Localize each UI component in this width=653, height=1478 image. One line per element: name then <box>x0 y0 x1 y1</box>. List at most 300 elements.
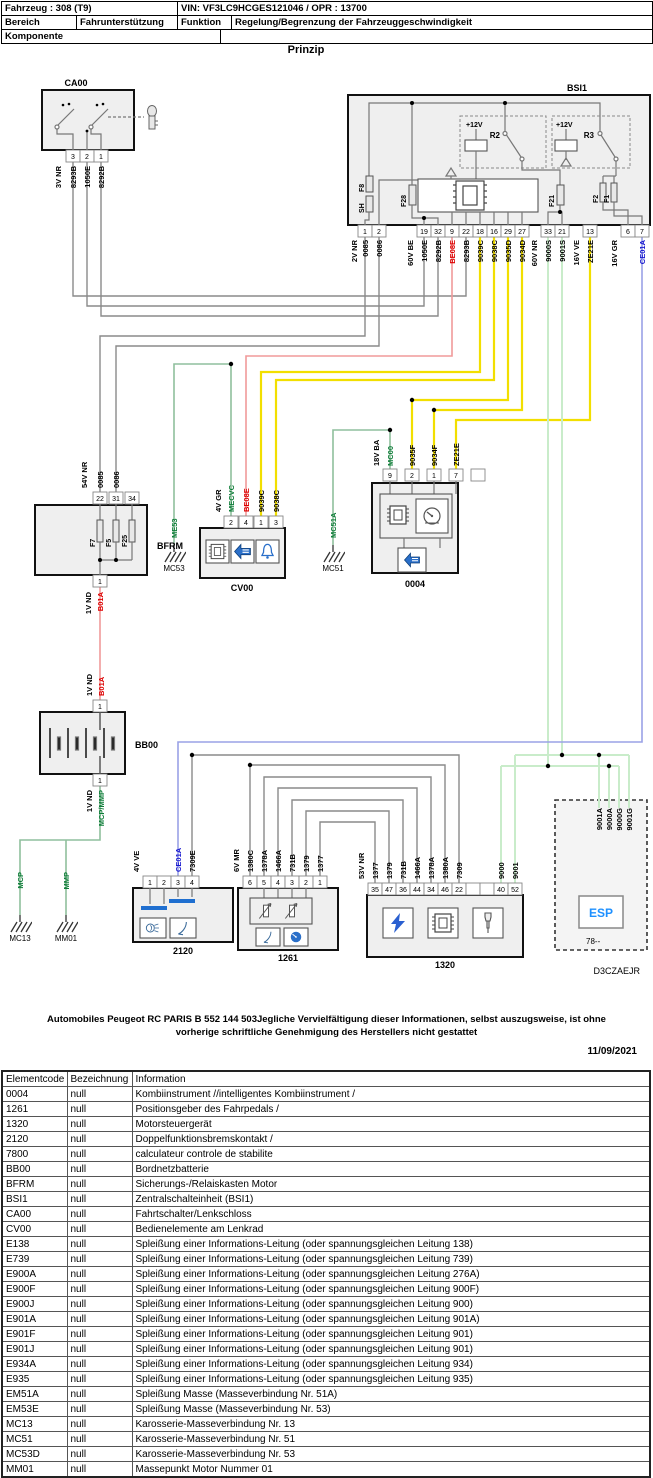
information-cell: Sicherungs-/Relaiskasten Motor <box>132 1177 650 1192</box>
diagram-ref: D3CZAEJR <box>593 966 640 976</box>
label-1378a: 1378A <box>260 849 269 872</box>
pin-number: 3 <box>274 520 278 527</box>
junction-dot <box>114 558 118 562</box>
elementcode-cell: E901J <box>2 1342 67 1357</box>
pin-number: 4 <box>276 880 280 887</box>
label-be08e: BE08E <box>448 240 457 264</box>
label-9035d: 9035D <box>504 240 513 263</box>
pin-box <box>466 883 480 895</box>
label-ce01a: CE01A <box>638 240 647 265</box>
table-row <box>2 1147 650 1162</box>
information-cell: Spleißung Masse (Masseverbindung Nr. 51A) <box>132 1387 650 1402</box>
pin-number: 31 <box>112 496 120 503</box>
label-mmp: MMP <box>62 872 71 890</box>
splice-dot-e739 <box>190 753 194 757</box>
label-f8: F8 <box>359 183 366 192</box>
elementcode-cell: 2120 <box>2 1132 67 1147</box>
pin-number: 3 <box>176 880 180 887</box>
label-9039c: 9039C <box>476 240 485 263</box>
label-9001g: 9001G <box>625 808 634 831</box>
information-cell: Spleißung Masse (Masseverbindung Nr. 53) <box>132 1402 650 1417</box>
pin-number: 1 <box>98 704 102 711</box>
pin-number: 2 <box>229 520 233 527</box>
label-8292b: 8292B <box>434 240 443 263</box>
information-cell: Doppelfunktionsbremskontakt / <box>132 1132 650 1147</box>
label-1v-nd: 1V ND <box>85 790 94 813</box>
table-row <box>2 1252 650 1267</box>
label-9000s: 9000S <box>544 240 553 262</box>
label-1377: 1377 <box>371 862 380 879</box>
pin-number: 34 <box>427 887 435 894</box>
elementcode-cell: CV00 <box>2 1222 67 1237</box>
elementcode-cell: MC51 <box>2 1432 67 1447</box>
label-mc13: MC13 <box>9 934 31 943</box>
pin-number: 1 <box>259 520 263 527</box>
table-row <box>2 1402 650 1417</box>
pin-number: 16 <box>490 229 498 236</box>
elementcode-cell: E739 <box>2 1252 67 1267</box>
pin-number: 34 <box>128 496 136 503</box>
component-label-2120: 2120 <box>172 946 194 956</box>
pin-number: 1 <box>432 473 436 480</box>
label-8292b: 8292B <box>97 166 106 189</box>
vehicle-label: Fahrzeug : 308 (T9) <box>2 2 178 15</box>
bezeichnung-cell: null <box>67 1192 132 1207</box>
table-row <box>2 1267 650 1282</box>
bezeichnung-cell: null <box>67 1312 132 1327</box>
wire-9039c <box>261 237 480 516</box>
table-row <box>2 1177 650 1192</box>
component-label-0004: 0004 <box>404 579 426 589</box>
pin-number: 7 <box>454 473 458 480</box>
ca00-box <box>42 90 134 150</box>
table-row <box>2 1342 650 1357</box>
component-label-ca00: CA00 <box>64 78 88 88</box>
label-4v-gr: 4V GR <box>214 489 223 512</box>
table-row <box>2 1312 650 1327</box>
pin-number: 19 <box>420 229 428 236</box>
bezeichnung-cell: null <box>67 1237 132 1252</box>
label-1378a: 1378A <box>427 856 436 879</box>
table-row <box>2 1117 650 1132</box>
label-0086: 0086 <box>375 240 384 257</box>
wire-me53-mecvc <box>174 364 231 545</box>
label-mcp: MCP <box>16 872 25 889</box>
label--12v: +12V <box>556 122 573 129</box>
table-row <box>2 1207 650 1222</box>
label-18v-ba: 18V BA <box>372 439 381 466</box>
bezeichnung-cell: null <box>67 1087 132 1102</box>
cv00-internals <box>206 540 279 563</box>
label-mc00: MC00 <box>386 445 395 466</box>
label-0085: 0085 <box>96 471 105 488</box>
table-row <box>2 1417 650 1432</box>
information-cell: Spleißung einer Informations-Leitung (oder spannungsgleichen Leitung 901A) <box>132 1312 650 1327</box>
pin-number: 1 <box>363 229 367 236</box>
label-sh: SH <box>359 203 366 213</box>
information-cell: Spleißung einer Informations-Leitung (oder spannungsgleichen Leitung 138) <box>132 1237 650 1252</box>
wire-0086 <box>116 237 379 492</box>
label--12v: +12V <box>466 122 483 129</box>
table-row <box>2 1192 650 1207</box>
gauge-icon <box>424 508 440 524</box>
elementcode-cell: MM01 <box>2 1462 67 1478</box>
table-row <box>2 1222 650 1237</box>
chip-icon <box>209 544 226 558</box>
elementcode-cell: E138 <box>2 1237 67 1252</box>
col-header-elementcode: Elementcode <box>2 1071 67 1087</box>
information-cell: Spleißung einer Informations-Leitung (oder spannungsgleichen Leitung 900) <box>132 1297 650 1312</box>
label-f25: F25 <box>122 534 129 547</box>
bezeichnung-cell: null <box>67 1372 132 1387</box>
component-label-cv00: CV00 <box>230 583 254 593</box>
table-row <box>2 1387 650 1402</box>
bezeichnung-cell: null <box>67 1282 132 1297</box>
pin-number: 6 <box>626 229 630 236</box>
component-label-1261: 1261 <box>277 953 299 963</box>
component-label-7800: 78-- <box>586 937 601 946</box>
elementcode-cell: E900A <box>2 1267 67 1282</box>
label-2v-nr: 2V NR <box>350 240 359 263</box>
key-icon <box>148 106 159 130</box>
bezeichnung-cell: null <box>67 1387 132 1402</box>
information-cell: Bedienelemente am Lenkrad <box>132 1222 650 1237</box>
pin-number: 1 <box>98 579 102 586</box>
bezeichnung-cell: null <box>67 1222 132 1237</box>
pin-number: 1 <box>98 778 102 785</box>
label-9000a: 9000A <box>605 808 614 831</box>
label-mecvc: MECVC <box>227 484 236 512</box>
label-16v-gr: 16V GR <box>610 240 619 267</box>
label-mc51: MC51 <box>322 564 344 573</box>
label-9035f: 9035F <box>408 444 417 466</box>
bezeichnung-cell: null <box>67 1267 132 1282</box>
ground-icon-mm01 <box>57 915 78 932</box>
elementcode-cell: EM53E <box>2 1402 67 1417</box>
elementcode-cell: BFRM <box>2 1177 67 1192</box>
pin-number: 29 <box>504 229 512 236</box>
bezeichnung-cell: null <box>67 1462 132 1478</box>
label-me53: ME53 <box>170 518 179 538</box>
label-1380c: 1380C <box>246 849 255 872</box>
information-cell: Spleißung einer Informations-Leitung (oder spannungsgleichen Leitung 276A) <box>132 1267 650 1282</box>
label-f2: F2 <box>593 194 600 203</box>
label-f28: F28 <box>401 194 408 207</box>
label-1050e: 1050E <box>83 166 92 188</box>
label-9039c: 9039C <box>257 489 266 512</box>
information-cell: Spleißung einer Informations-Leitung (oder spannungsgleichen Leitung 934) <box>132 1357 650 1372</box>
elementcode-cell: CA00 <box>2 1207 67 1222</box>
label-9038c: 9038C <box>490 240 499 263</box>
bezeichnung-cell: null <box>67 1447 132 1462</box>
label-ce01a: CE01A <box>174 847 183 872</box>
information-cell: Spleißung einer Informations-Leitung (oder spannungsgleichen Leitung 739) <box>132 1252 650 1267</box>
pin-number: 36 <box>399 887 407 894</box>
pin-number: 3 <box>290 880 294 887</box>
pin-number: 22 <box>455 887 463 894</box>
elementcode-cell: EM51A <box>2 1387 67 1402</box>
col-header-information: Information <box>132 1071 650 1087</box>
pin-number: 2 <box>85 154 89 161</box>
label-8293b: 8293B <box>69 166 78 189</box>
pin-number: 52 <box>511 887 519 894</box>
bereich-label: Bereich <box>2 16 77 29</box>
col-header-bezeichnung: Bezeichnung <box>67 1071 132 1087</box>
vin-value: VIN: VF3LC9HCGES121046 / OPR : 13700 <box>181 3 367 14</box>
table-row <box>2 1357 650 1372</box>
table-row <box>2 1297 650 1312</box>
elementcode-cell: E900F <box>2 1282 67 1297</box>
bezeichnung-cell: null <box>67 1327 132 1342</box>
pin-number: 4 <box>244 520 248 527</box>
elementcode-cell: MC13 <box>2 1417 67 1432</box>
label-53v-nr: 53V NR <box>357 852 366 879</box>
pin-number: 44 <box>413 887 421 894</box>
bezeichnung-cell: null <box>67 1342 132 1357</box>
elementcode-cell: MC53D <box>2 1447 67 1462</box>
splice-dot-e934a <box>432 408 436 412</box>
switch-contact-bar <box>141 906 167 910</box>
label-1377: 1377 <box>316 855 325 872</box>
pin-number: 32 <box>434 229 442 236</box>
bezeichnung-cell: null <box>67 1132 132 1147</box>
label-7309: 7309 <box>455 862 464 879</box>
information-cell: Spleißung einer Informations-Leitung (oder spannungsgleichen Leitung 935) <box>132 1372 650 1387</box>
information-cell: Massepunkt Motor Nummer 01 <box>132 1462 650 1478</box>
elementcode-cell: 0004 <box>2 1087 67 1102</box>
junction-dot <box>98 558 102 562</box>
pin-number: 5 <box>262 880 266 887</box>
label-731b: 731B <box>288 854 297 872</box>
label-0086: 0086 <box>112 471 121 488</box>
label-f1: F1 <box>604 194 611 203</box>
chip-icon <box>432 914 454 932</box>
component-label-1320: 1320 <box>434 960 456 970</box>
pin-number: 47 <box>385 887 393 894</box>
label-ze21e: ZE21E <box>452 443 461 466</box>
junction-dot <box>503 101 507 105</box>
label-1v-nd: 1V ND <box>85 673 94 696</box>
pin-number: 35 <box>371 887 379 894</box>
elementcode-cell: 1261 <box>2 1102 67 1117</box>
copyright-line1: Automobiles Peugeot RC PARIS B 552 144 503Jegliche Vervielfältigung dieser Informationen, selbst auszugsweise, ist ohne <box>47 1014 606 1025</box>
wire-1466a <box>278 788 417 883</box>
wire-1377 <box>320 822 375 883</box>
splice-dot-e900a <box>607 764 611 768</box>
splice-dot-e900 <box>546 764 550 768</box>
splice-dot-e935 <box>410 398 414 402</box>
elementcode-cell: E935 <box>2 1372 67 1387</box>
label-9034d: 9034D <box>518 240 527 263</box>
label-16v-ve: 16V VE <box>572 240 581 266</box>
label-f5: F5 <box>106 538 113 547</box>
information-cell: Zentralschalteinheit (BSI1) <box>132 1192 650 1207</box>
pin-number: 1 <box>318 880 322 887</box>
c1320-internals <box>383 908 503 938</box>
element-table <box>1 1070 651 1478</box>
label-4v-ve: 4V VE <box>132 850 141 872</box>
label-9000: 9000 <box>497 862 506 879</box>
bezeichnung-cell: null <box>67 1177 132 1192</box>
table-row <box>2 1327 650 1342</box>
bezeichnung-cell: null <box>67 1102 132 1117</box>
pin-number: 3 <box>71 154 75 161</box>
label-9034f: 9034F <box>430 444 439 466</box>
pin-number: 9 <box>450 229 454 236</box>
elementcode-cell: BB00 <box>2 1162 67 1177</box>
pin-number: 21 <box>558 229 566 236</box>
label-7309e: 7309E <box>188 850 197 872</box>
table-row <box>2 1432 650 1447</box>
elementcode-cell: 1320 <box>2 1117 67 1132</box>
komponente-label: Komponente <box>2 30 221 43</box>
funktion-label: Funktion <box>178 16 232 29</box>
pin-number: 13 <box>586 229 594 236</box>
label-3v-nr: 3V NR <box>54 166 63 189</box>
pin-number: 18 <box>476 229 484 236</box>
information-cell: Kombiinstrument //intelligentes Kombiinstrument / <box>132 1087 650 1102</box>
splice-dot-em51a <box>388 428 392 432</box>
elementcode-cell: E934A <box>2 1357 67 1372</box>
copyright-line2: vorherige schriftliche Genehmigung des Herstellers nicht gestattet <box>175 1027 478 1038</box>
elementcode-cell: BSI1 <box>2 1192 67 1207</box>
pin-box <box>471 469 485 481</box>
label-731b: 731B <box>399 861 408 879</box>
label-mcp-mmp: MCP/MMP <box>97 790 106 827</box>
label-9001s: 9001S <box>558 240 567 262</box>
label-1466a: 1466A <box>413 856 422 879</box>
junction-dot <box>410 101 414 105</box>
information-cell: Spleißung einer Informations-Leitung (oder spannungsgleichen Leitung 900F) <box>132 1282 650 1297</box>
label-r2: R2 <box>489 131 500 140</box>
component-label-bfrm: BFRM <box>157 541 183 551</box>
table-row <box>2 1372 650 1387</box>
bezeichnung-cell: null <box>67 1162 132 1177</box>
component-boxes <box>35 90 650 957</box>
label-mc53: MC53 <box>163 564 185 573</box>
bezeichnung-cell: null <box>67 1117 132 1132</box>
label-8293b: 8293B <box>462 240 471 263</box>
information-cell: Karosserie-Masseverbindung Nr. 13 <box>132 1417 650 1432</box>
table-row <box>2 1447 650 1462</box>
splice-dot-e901a <box>597 753 601 757</box>
table-row <box>2 1237 650 1252</box>
table-row <box>2 1462 650 1478</box>
label-9001a: 9001A <box>595 808 604 831</box>
bezeichnung-cell: null <box>67 1357 132 1372</box>
table-row <box>2 1132 650 1147</box>
label-ze21e: ZE21E <box>586 240 595 263</box>
information-cell: Karosserie-Masseverbindung Nr. 51 <box>132 1432 650 1447</box>
ground-icon-mc13 <box>11 915 32 932</box>
pin-number: 33 <box>544 229 552 236</box>
splice-dot-em53e <box>229 362 233 366</box>
table-row <box>2 1162 650 1177</box>
junction-dot <box>422 216 426 220</box>
pin-box <box>480 883 494 895</box>
label-b01a: B01A <box>97 676 106 696</box>
junction-dot <box>558 210 562 214</box>
label-60v-nr: 60V NR <box>530 240 539 267</box>
gauge-icon <box>291 932 302 943</box>
switch-contact-bar <box>169 899 195 903</box>
component-label-bb00: BB00 <box>135 740 159 750</box>
component-label-esp: ESP <box>588 906 614 920</box>
label-b01a: B01A <box>96 592 105 612</box>
bereich-value: Fahrunterstützung <box>77 16 178 29</box>
splice-dot-e901 <box>560 753 564 757</box>
label-1379: 1379 <box>302 855 311 872</box>
label-1380a: 1380A <box>441 856 450 879</box>
pin-number: 40 <box>497 887 505 894</box>
pin-number: 1 <box>148 880 152 887</box>
pin-number: 2 <box>377 229 381 236</box>
label-f7: F7 <box>90 538 97 547</box>
bezeichnung-cell: null <box>67 1297 132 1312</box>
label-54v-nr: 54V NR <box>80 461 89 488</box>
splice-dot-e138 <box>248 763 252 767</box>
pin-number: 2 <box>410 473 414 480</box>
information-cell: Karosserie-Masseverbindung Nr. 53 <box>132 1447 650 1462</box>
information-cell: Fahrtschalter/Lenkschloss <box>132 1207 650 1222</box>
information-cell: Spleißung einer Informations-Leitung (oder spannungsgleichen Leitung 901) <box>132 1327 650 1342</box>
bezeichnung-cell: null <box>67 1432 132 1447</box>
table-row <box>2 1282 650 1297</box>
information-cell: Positionsgeber des Fahrpedals / <box>132 1102 650 1117</box>
elementcode-cell: E900J <box>2 1297 67 1312</box>
label-r3: R3 <box>583 131 594 140</box>
information-cell: Motorsteuergerät <box>132 1117 650 1132</box>
elementcode-cell: E901F <box>2 1327 67 1342</box>
pin-number: 46 <box>441 887 449 894</box>
element-table-header-row <box>2 1071 650 1087</box>
label-6v-mr: 6V MR <box>232 849 241 872</box>
pin-number: 27 <box>518 229 526 236</box>
bezeichnung-cell: null <box>67 1417 132 1432</box>
label-1050e: 1050E <box>420 240 429 262</box>
label-60v-be: 60V BE <box>406 240 415 266</box>
document-date: 11/09/2021 <box>587 1046 637 1057</box>
elementcode-cell: E901A <box>2 1312 67 1327</box>
chip-icon <box>387 506 409 524</box>
elementcode-cell: 7800 <box>2 1147 67 1162</box>
table-row <box>2 1087 650 1102</box>
table-row <box>2 1102 650 1117</box>
label-f21: F21 <box>549 194 556 207</box>
bezeichnung-cell: null <box>67 1402 132 1417</box>
pin-number: 22 <box>96 496 104 503</box>
funktion-value: Regelung/Begrenzung der Fahrzeuggeschwindigkeit <box>235 17 472 28</box>
ground-icon-mc51 <box>324 545 345 562</box>
label-1v-nd: 1V ND <box>84 592 93 615</box>
label-9001: 9001 <box>511 862 520 879</box>
label-9038c: 9038C <box>272 489 281 512</box>
component-label-bsi1: BSI1 <box>566 83 588 93</box>
pin-number: 9 <box>388 473 392 480</box>
label-1379: 1379 <box>385 862 394 879</box>
pin-number: 4 <box>190 880 194 887</box>
pin-number: 7 <box>640 229 644 236</box>
page-title: Prinzip <box>287 44 325 56</box>
pin-number: 2 <box>304 880 308 887</box>
bezeichnung-cell: null <box>67 1252 132 1267</box>
pin-number: 6 <box>248 880 252 887</box>
bezeichnung-cell: null <box>67 1207 132 1222</box>
label-be08e: BE08E <box>242 488 251 512</box>
label-mm01: MM01 <box>54 934 78 943</box>
information-cell: calculateur controle de stabilite <box>132 1147 650 1162</box>
pin-number: 2 <box>162 880 166 887</box>
